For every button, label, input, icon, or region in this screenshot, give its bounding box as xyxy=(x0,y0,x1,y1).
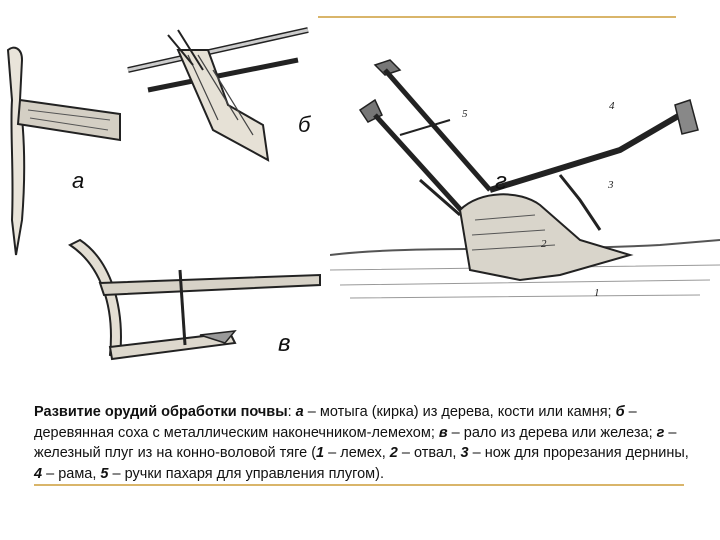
caption-text-a: – мотыга (кирка) из дерева, кости или камня; xyxy=(303,404,616,420)
decorative-line-top xyxy=(318,16,676,18)
illustration-wooden-plough xyxy=(118,10,318,170)
caption-part-4: 4 xyxy=(34,465,43,482)
label-g: г xyxy=(495,168,507,195)
figure-caption xyxy=(34,402,694,484)
caption-letter-g: г xyxy=(656,424,665,441)
caption-letter-b: б xyxy=(615,404,625,420)
caption-text-b: – деревянная соха с металлическим наконечником-лемехом; xyxy=(34,404,637,441)
caption-part-5: 5 xyxy=(100,465,109,482)
caption-part-5-text: – ручки пахаря для управления плугом). xyxy=(108,465,384,482)
label-b: б xyxy=(298,112,311,137)
caption-letter-v: в xyxy=(438,424,448,441)
caption-part-2-text: – отвал, xyxy=(397,445,461,461)
part-number-2: 2 xyxy=(541,238,547,250)
caption-part-1: 1 xyxy=(316,445,325,461)
label-v: в xyxy=(278,330,291,357)
part-number-1: 1 xyxy=(594,287,600,299)
caption-colon: : xyxy=(287,404,292,420)
label-a: а xyxy=(72,168,85,193)
caption-part-1-text: – лемех, xyxy=(324,445,390,461)
caption-text-g: – железный плуг из на конно-воловой тяге ( xyxy=(34,424,677,461)
illustration-iron-plough xyxy=(330,40,720,310)
caption-text-v: – рало из дерева или железа; xyxy=(447,424,657,441)
part-number-5: 5 xyxy=(462,108,468,120)
part-number-4: 4 xyxy=(609,100,615,112)
caption-title: Развитие орудий обработки почвы xyxy=(34,404,288,420)
part-number-3: 3 xyxy=(608,179,614,191)
caption-part-2: 2 xyxy=(389,445,398,461)
caption-letter-a: а xyxy=(295,404,304,420)
caption-part-4-text: – рама, xyxy=(42,465,101,482)
caption-part-3-text: – нож для прорезания дернины, xyxy=(468,445,689,461)
decorative-line-bottom xyxy=(34,484,684,486)
caption-part-3: 3 xyxy=(460,445,469,461)
